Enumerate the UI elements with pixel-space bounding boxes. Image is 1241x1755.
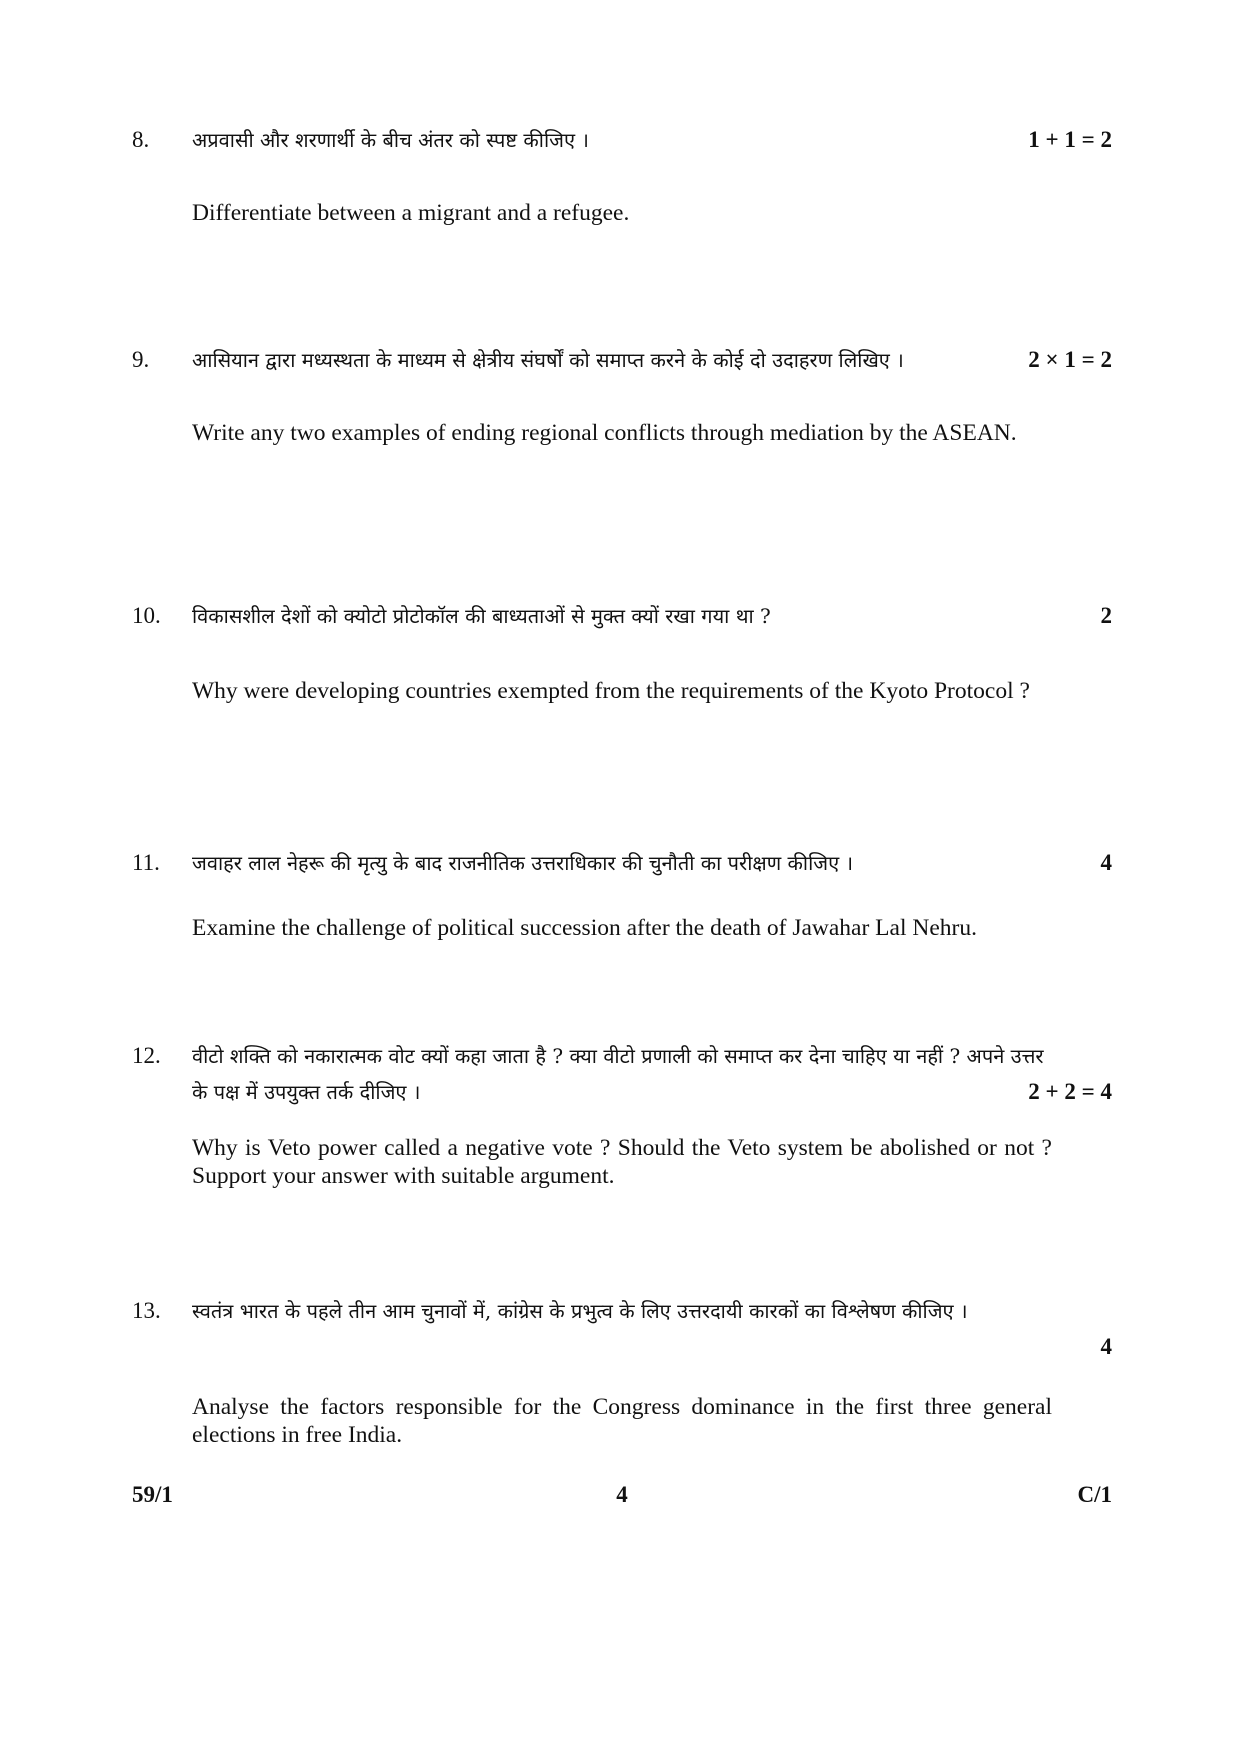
question-number: 12. (132, 1043, 161, 1068)
question-text-hindi: आसियान द्वारा मध्यस्थता के माध्यम से क्षेत्रीय संघर्षों को समाप्त करने के कोई दो उदाहरण लिखिए । (192, 348, 904, 372)
question-marks: 2 × 1 = 2 (1022, 342, 1112, 378)
page-number: 4 (616, 1482, 628, 1507)
question-text-hindi: अप्रवासी और शरणार्थी के बीच अंतर को स्पष्ट कीजिए । (192, 128, 589, 152)
question-text-english: Write any two examples of ending regional conflicts through mediation by the ASEAN. (192, 420, 1017, 446)
question-text-english: Examine the challenge of political succession after the death of Jawahar Lal Nehru. (192, 915, 977, 941)
question-number: 10. (132, 603, 161, 628)
question-marks: 4 (1095, 845, 1113, 881)
question-number: 13. (132, 1298, 161, 1323)
question-number: 11. (132, 850, 160, 875)
question-number: 8. (132, 127, 150, 152)
paper-code: 59/1 (132, 1482, 173, 1507)
question-text-hindi: जवाहर लाल नेहरू की मृत्यु के बाद राजनीतिक उत्तराधिकार की चुनौती का परीक्षण कीजिए । (192, 851, 854, 875)
question-text-english: Differentiate between a migrant and a refugee. (192, 200, 630, 226)
question-text-english: Why is Veto power called a negative vote ? Should the Veto system be abolished or not ? Support your answer with suitable argument. (192, 1135, 1052, 1189)
set-code: C/1 (1077, 1482, 1112, 1507)
question-marks: 1 + 1 = 2 (1022, 122, 1112, 158)
question-text-english: Analyse the factors responsible for the Congress dominance in the first three general elections in free India. (192, 1394, 1052, 1448)
question-number: 9. (132, 347, 150, 372)
question-text-hindi: स्वतंत्र भारत के पहले तीन आम चुनावों में, कांग्रेस के प्रभुत्व के लिए उत्तरदायी कारकों का विश्लेषण कीजिए । (192, 1299, 968, 1323)
page-footer (132, 1478, 1112, 1512)
question-marks: 4 (1095, 1329, 1113, 1365)
question-marks: 2 + 2 = 4 (1022, 1074, 1112, 1110)
question-text-english: Why were developing countries exempted from the requirements of the Kyoto Protocol ? (192, 678, 1030, 704)
question-text-hindi: विकासशील देशों को क्योटो प्रोटोकॉल की बाध्यताओं से मुक्त क्यों रखा गया था ? (192, 604, 771, 628)
question-text-hindi: वीटो शक्ति को नकारात्मक वोट क्यों कहा जाता है ? क्या वीटो प्रणाली को समाप्त कर देना चाहिए या नहीं ? अपने उत्तर के पक्ष में उपयुक्त तर्क दीजिए । (192, 1044, 1044, 1104)
question-marks: 2 (1095, 598, 1113, 634)
